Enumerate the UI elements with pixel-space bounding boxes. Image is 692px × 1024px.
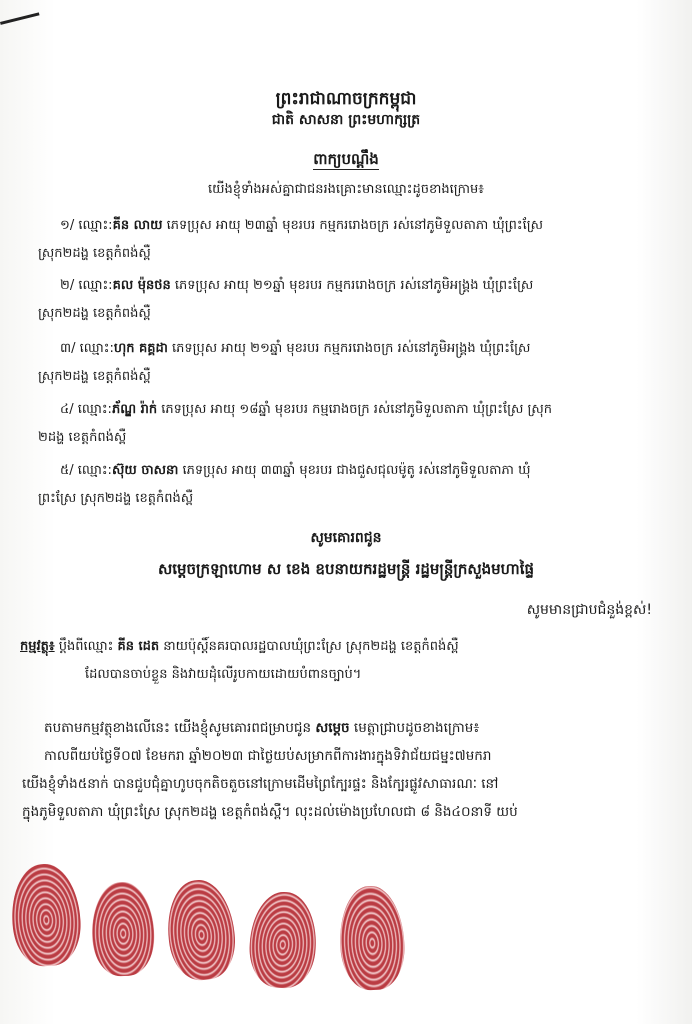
complainant-name: ភ័ណ្ឌ រ៉ាក់: [111, 402, 158, 417]
complainant-5: ៥/ ឈ្មោះ:ស៊ុយ ចាសនា ភេទប្រុស អាយុ ៣៣ឆ្នាំ មុខរបរ ជាងជួសជុលម៉ូតូ រស់នៅភូមិទួលតាភា ឃុំ ព្រះស្រែ ស្រុក២ដង្ហ ខេត្តកំពង់ស្ពឺ: [38, 463, 531, 506]
complainant-4: ៤/ ឈ្មោះ:ភ័ណ្ឌ រ៉ាក់ ភេទប្រុស អាយុ ១៨ឆ្នាំ មុខរបរ កម្មរោងចក្រ រស់នៅភូមិទួលតាភា ឃុំព្រះស្រែ ស្រុក ២ដង្ហ ខេត្តកំពង់ស្ពឺ: [38, 402, 552, 445]
fingerprint-4: [248, 890, 319, 989]
respect-heading: សូមគោរពជូន: [310, 530, 382, 546]
fingerprint-2: [90, 881, 155, 977]
accused-name: គីន ដេត: [117, 639, 160, 654]
kingdom-heading: ព្រះរាជាណាចក្រកម្ពុជា: [275, 89, 417, 109]
complainant-name: គីន លាយ: [112, 218, 163, 233]
fingerprint-5: [337, 884, 406, 991]
complainant-name: ហុក គគ្គដា: [113, 341, 168, 356]
document-title: ពាក្យបណ្ដឹង: [313, 150, 379, 168]
complainant-1: ១/ ឈ្មោះ:គីន លាយ ភេទប្រុស អាយុ ២៣ឆ្នាំ មុខរបរ កម្មកររោងចក្រ រស់នៅភូមិទួលតាភា ឃុំព្រះស្រែ ស្រុក២ដង្ហ ខេត្តកំពង់ស្ពឺ: [38, 218, 544, 261]
complainant-3: ៣/ ឈ្មោះ:ហុក គគ្គដា ភេទប្រុស អាយុ ២១ឆ្នាំ មុខរបរ កម្មកររោងចក្រ រស់នៅភូមិអង្គ្រង ឃុំព្រះស្រែ ស្រុក២ដង្ហ ខេត្តកំពង់ស្ពឺ: [38, 341, 531, 384]
please-know-line: សូមមានជ្រាបជំនួង់ខ្ពស់!: [526, 602, 652, 618]
intro-line: យើងខ្ញុំទាំងអស់គ្នាជាជនរងគ្រោះមានឈ្មោះដូចខាងក្រោម៖: [208, 182, 484, 197]
body-paragraph: តបតាមកម្មវត្ថុខាងលើនេះ យើងខ្ញុំសូមគោរពជម្រាបជូន សម្ដេច មេត្តាជ្រាបដូចខាងក្រោម៖ កាលពីយប់ថ្ងៃទី០៧ ខែមករា ឆ្នាំ២០២៣ ជាថ្ងៃយប់សម្រាកពីការងារក្នុងទិវាជ័យជម្នះ៧មករា យើងខ្ញុំទាំង៥នាក់ បានជួបជុំគ្នាហូបចុកតិចតួចនៅក្រោមដើមព្រៃក្បែរផ្ទះ និងក្បែរផ្លូវសាធារណៈ នៅ ក្នុងភូមិទួលតាភា ឃុំព្រះស្រែ ស្រុក២ដង្ហ ខេត្តកំពង់ស្ពឺ។ លុះដល់ម៉ោងប្រហែលជា ៨ និង៤០នាទី យប់: [22, 720, 518, 820]
subject-block: កម្មវត្ថុ៖ ប្ដឹងពីឈ្មោះ គីន ដេត នាយប៉ុស្ដិ៍នគរបាលរដ្ឋបាលឃុំព្រះស្រែ ស្រុក២ដង្ហ ខេត្តកំពង់ស្ពឺ ដែលបានចាប់ខ្លួន និងវាយដុំលើរូបកាយដោយបំពានច្បាប់។: [20, 639, 459, 682]
complainant-name: គល ម៉ុនថន: [112, 278, 171, 293]
fingerprints-row: [0, 858, 692, 1024]
fingerprint-1: [9, 862, 84, 968]
complainant-name: ស៊ុយ ចាសនា: [111, 463, 179, 478]
complainant-2: ២/ ឈ្មោះ:គល ម៉ុនថន ភេទប្រុស អាយុ ២១ឆ្នាំ មុខរបរ កម្មកររោងចក្រ រស់នៅភូមិអង្គ្រង ឃុំព្រះស្រែ ស្រុក២ដង្ហ ខេត្តកំពង់ស្ពឺ: [38, 278, 534, 321]
fingerprint-3: [163, 877, 239, 983]
motto-heading: ជាតិ សាសនា ព្រះមហាក្សត្រ: [271, 112, 421, 128]
recipient-line: សម្ដេចក្រឡាហោម ស ខេង ឧបនាយករដ្ឋមន្ត្រី រដ្ឋមន្ត្រីក្រសួងមហាផ្ទៃ: [157, 560, 535, 578]
subject-label: កម្មវត្ថុ៖: [20, 639, 55, 654]
corner-pen-mark: [0, 12, 43, 38]
